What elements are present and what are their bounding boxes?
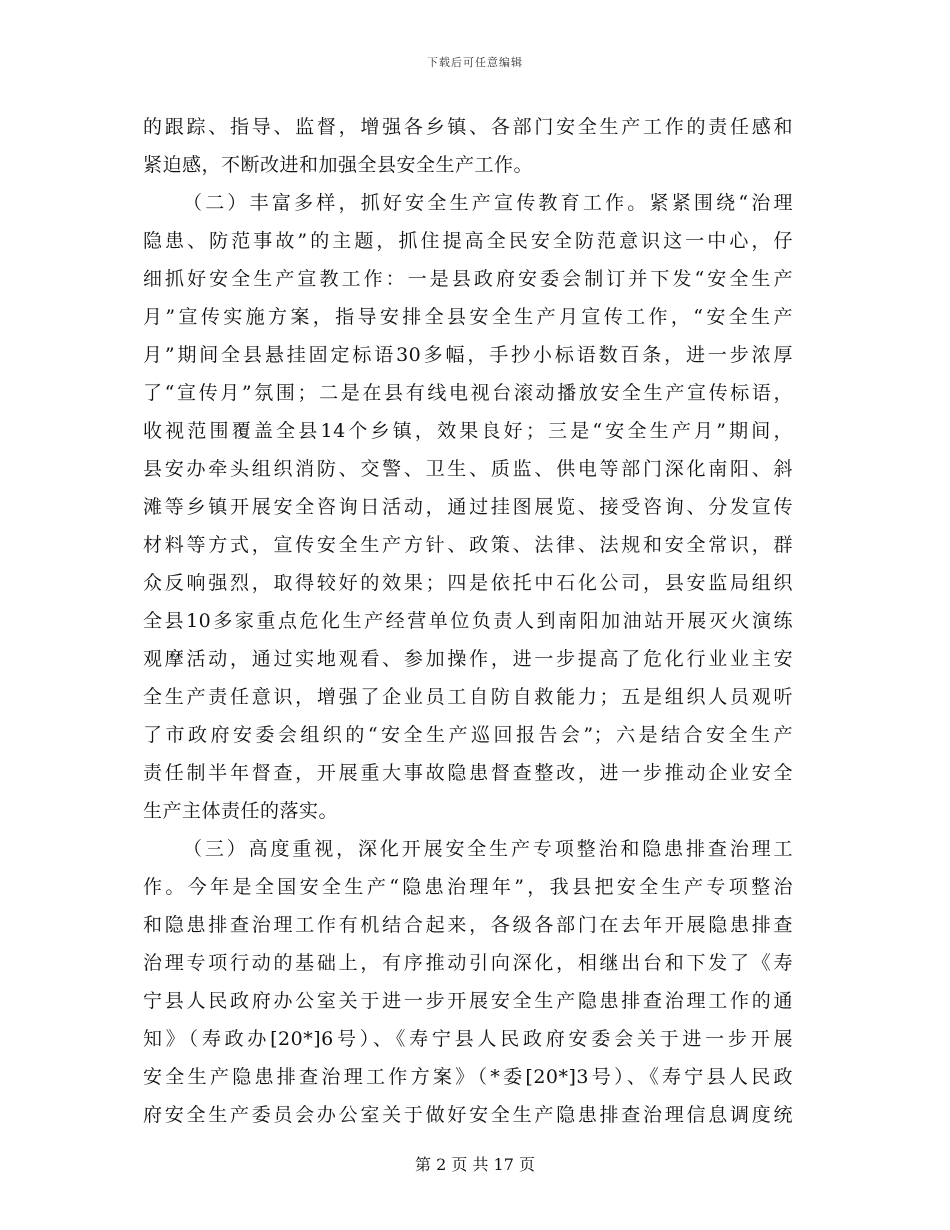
text-line: 作。今年是全国安全生产“隐患治理年”，我县把安全生产专项整治	[143, 876, 793, 898]
text-line: 和隐患排查治理工作有机结合起来，各级各部门在去年开展隐患排查	[143, 914, 793, 936]
text-line: 县安办牵头组织消防、交警、卫生、质监、供电等部门深化南阳、斜	[143, 458, 793, 480]
text-line: 滩等乡镇开展安全咨询日活动，通过挂图展览、接受咨询、分发宣传	[143, 496, 793, 518]
text-line: 责任制半年督查，开展重大事故隐患督查整改，进一步推动企业安全	[143, 762, 793, 784]
page-header-note: 下载后可任意编辑	[427, 56, 523, 69]
text-line: 知》（寿政办[20*]6号）、《寿宁县人民政府安委会关于进一步开展	[143, 1028, 793, 1050]
text-line: 收视范围覆盖全县14个乡镇，效果良好；三是“安全生产月”期间，	[143, 420, 793, 442]
text-line: 观摩活动，通过实地观看、参加操作，进一步提高了危化行业业主安	[143, 648, 793, 670]
section-heading-line: （二）丰富多样，抓好安全生产宣传教育工作。紧紧围绕“治理	[183, 192, 793, 214]
text-line: 众反响强烈，取得较好的效果；四是依托中石化公司，县安监局组织	[143, 572, 793, 594]
text-line: 府安全生产委员会办公室关于做好安全生产隐患排查治理信息调度统	[143, 1104, 793, 1126]
page-number-footer: 第 2 页 共 17 页	[415, 1155, 535, 1174]
text-line: 隐患、防范事故”的主题，抓住提高全民安全防范意识这一中心，仔	[143, 230, 793, 252]
text-line: 的跟踪、指导、监督，增强各乡镇、各部门安全生产工作的责任感和	[143, 116, 793, 138]
text-line: 月”期间全县悬挂固定标语30多幅，手抄小标语数百条，进一步浓厚	[143, 344, 793, 366]
text-line: 全县10多家重点危化生产经营单位负责人到南阳加油站开展灭火演练	[143, 610, 793, 632]
text-line: 了市政府安委会组织的“安全生产巡回报告会”；六是结合安全生产	[143, 724, 793, 746]
document-body	[143, 108, 793, 1134]
text-line: 全生产责任意识，增强了企业员工自防自救能力；五是组织人员观听	[143, 686, 793, 708]
text-line: 细抓好安全生产宣教工作：一是县政府安委会制订并下发“安全生产	[143, 268, 793, 290]
text-line: 紧迫感，不断改进和加强全县安全生产工作。	[143, 154, 534, 176]
text-line: 了“宣传月”氛围；二是在县有线电视台滚动播放安全生产宣传标语，	[143, 382, 793, 404]
text-line: 月”宣传实施方案，指导安排全县安全生产月宣传工作，“安全生产	[143, 306, 793, 328]
text-line: 安全生产隐患排查治理工作方案》（*委[20*]3号）、《寿宁县人民政	[143, 1066, 793, 1088]
text-line: 生产主体责任的落实。	[143, 800, 339, 822]
text-line: 治理专项行动的基础上，有序推动引向深化，相继出台和下发了《寿	[143, 952, 793, 974]
text-line: 宁县人民政府办公室关于进一步开展安全生产隐患排查治理工作的通	[143, 990, 793, 1012]
text-line: 材料等方式，宣传安全生产方针、政策、法律、法规和安全常识，群	[143, 534, 793, 556]
section-heading-line: （三）高度重视，深化开展安全生产专项整治和隐患排查治理工	[183, 838, 793, 860]
